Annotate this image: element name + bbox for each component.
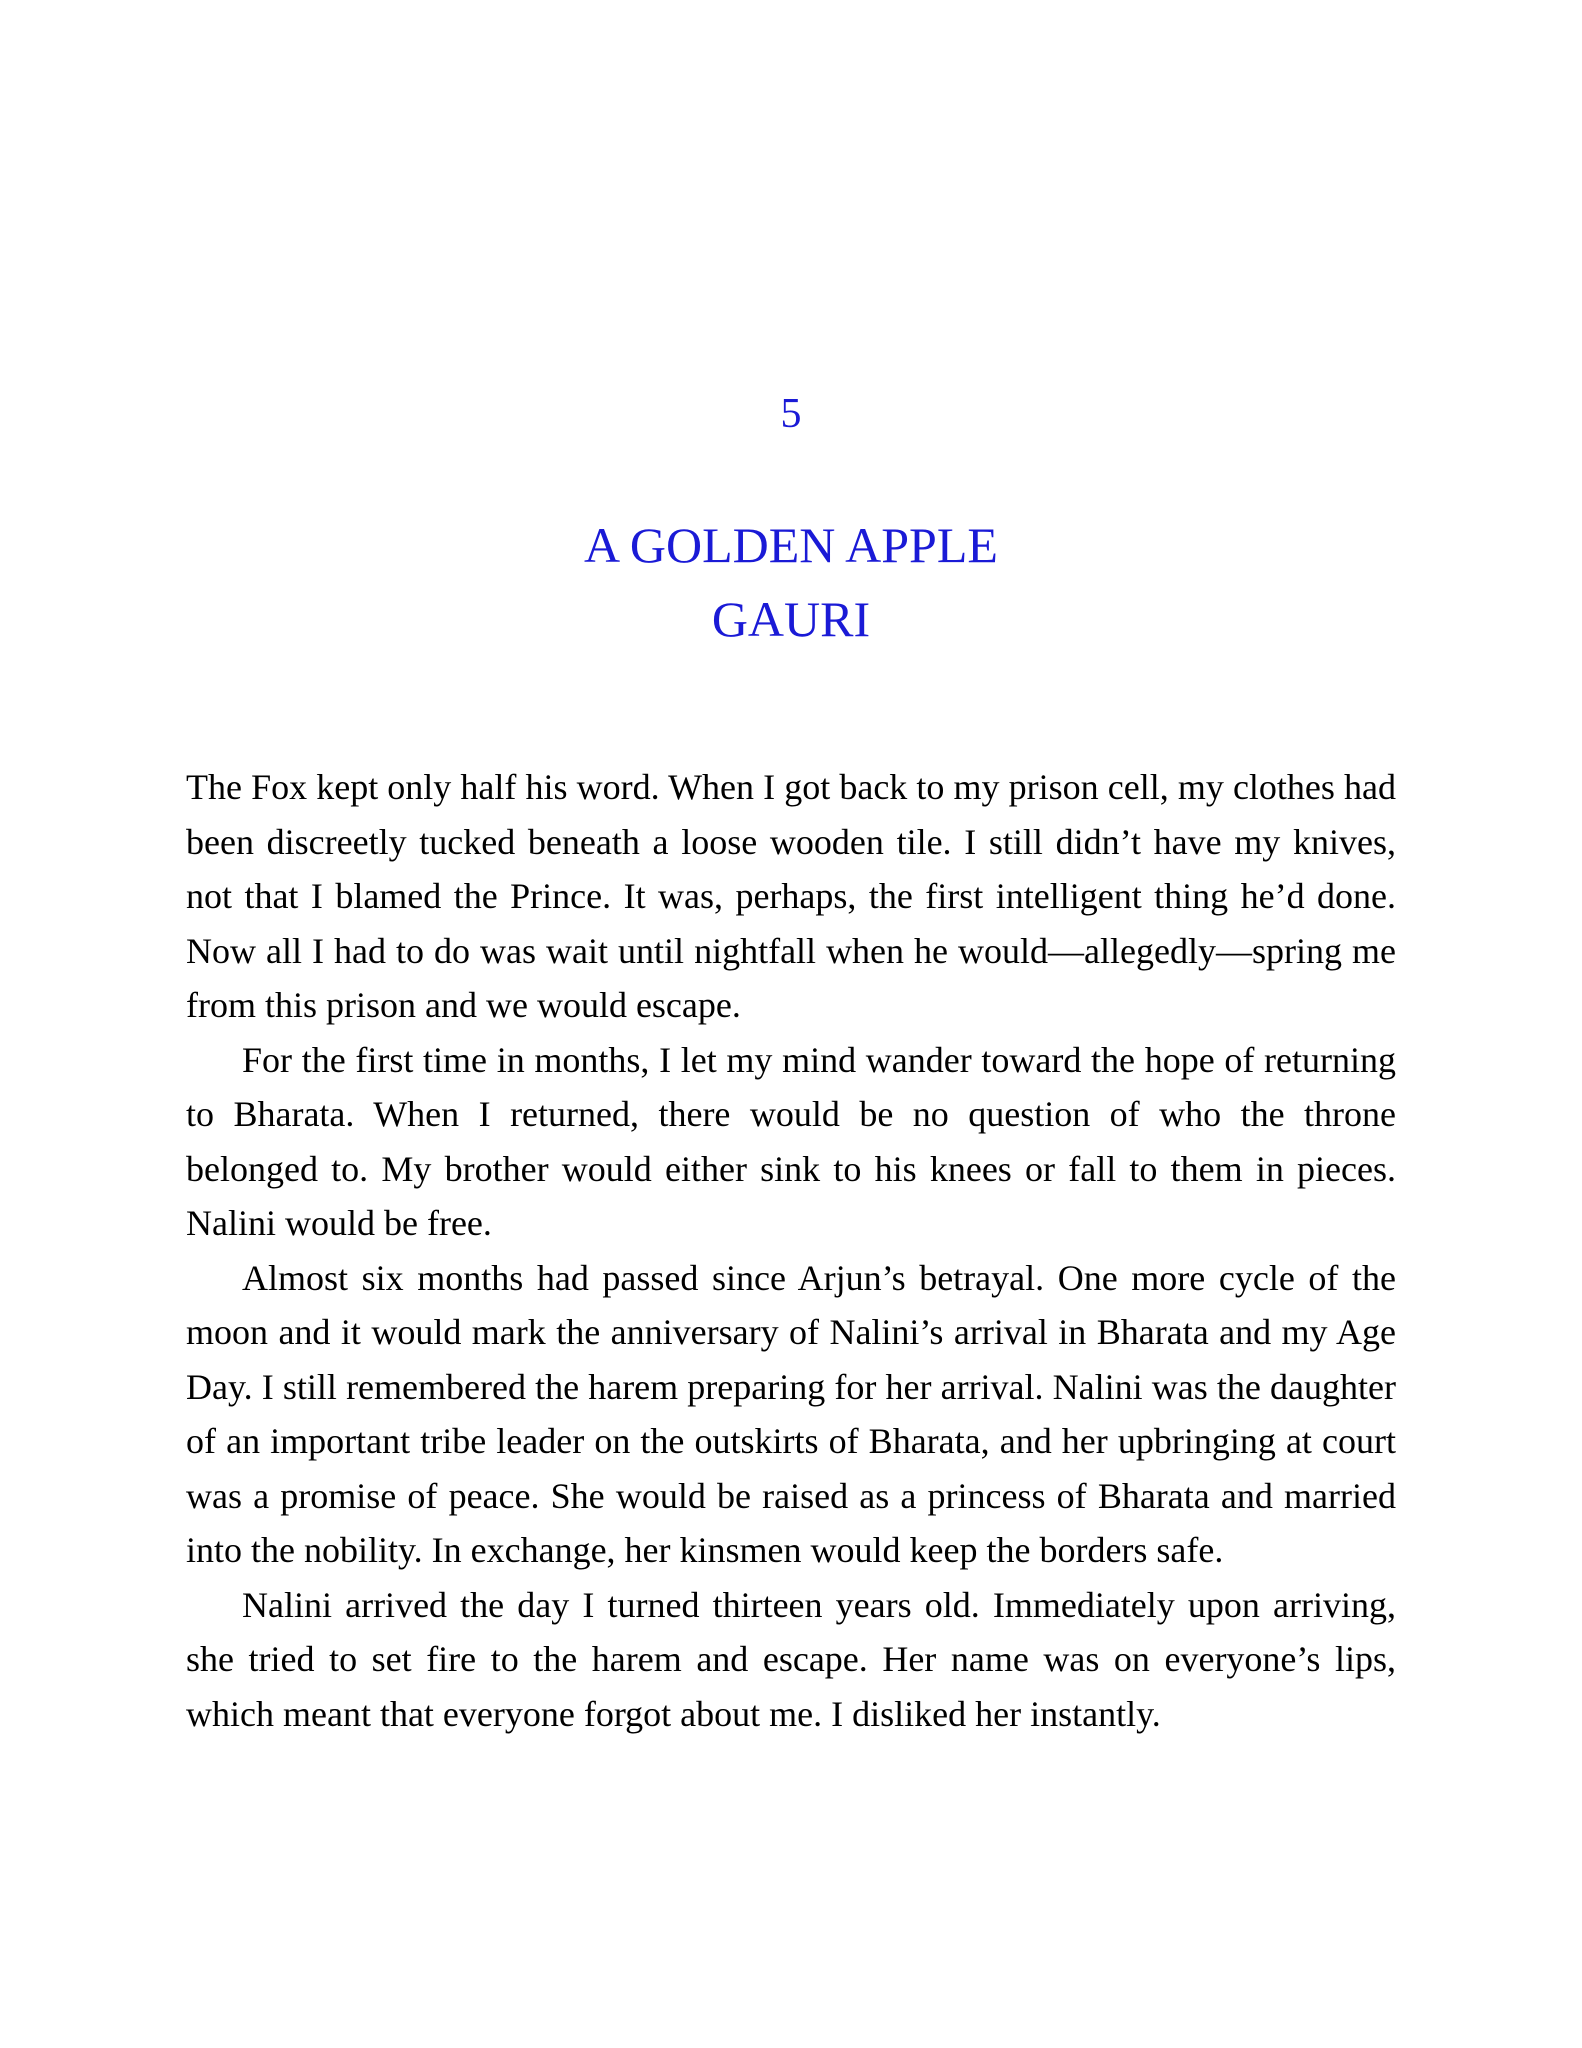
chapter-title: A GOLDEN APPLE xyxy=(584,517,998,573)
chapter-heading xyxy=(0,508,1582,656)
chapter-narrator: GAURI xyxy=(711,591,871,647)
chapter-number: 5 xyxy=(780,391,802,437)
paragraph-4: Nalini arrived the day I turned thirteen years old. Immediately upon arriving, she tried to set fire to the harem and escape. Her name was on everyone’s lips, which meant that everyone forgot about me. I disliked her instantly. xyxy=(186,1584,1396,1734)
chapter-body xyxy=(186,760,1396,1741)
paragraph-2: For the first time in months, I let my mind wander toward the hope of returning to Bharata. When I returned, there would be no question of who the throne belonged to. My brother would either sink to his knees or fall to them in pieces. Nalini would be free. xyxy=(186,1039,1396,1243)
paragraph-1: The Fox kept only half his word. When I got back to my prison cell, my clothes had been discreetly tucked beneath a loose wooden tile. I still didn’t have my knives, not that I blamed the Prince. It was, perhaps, the first intelligent thing he’d done. Now all I had to do was wait until nightfall when he would—allegedly—spring me from this prison and we would escape. xyxy=(186,767,1396,1025)
paragraph-3: Almost six months had passed since Arjun’s betrayal. One more cycle of the moon and it would mark the anniversary of Nalini’s arrival in Bharata and my Age Day. I still remembered the harem preparing for her arrival. Nalini was the daughter of an important tribe leader on the outskirts of Bharata, and her upbringing at court was a promise of peace. She would be raised as a princess of Bharata and married into the nobility. In exchange, her kinsmen would keep the borders safe. xyxy=(186,1257,1396,1570)
